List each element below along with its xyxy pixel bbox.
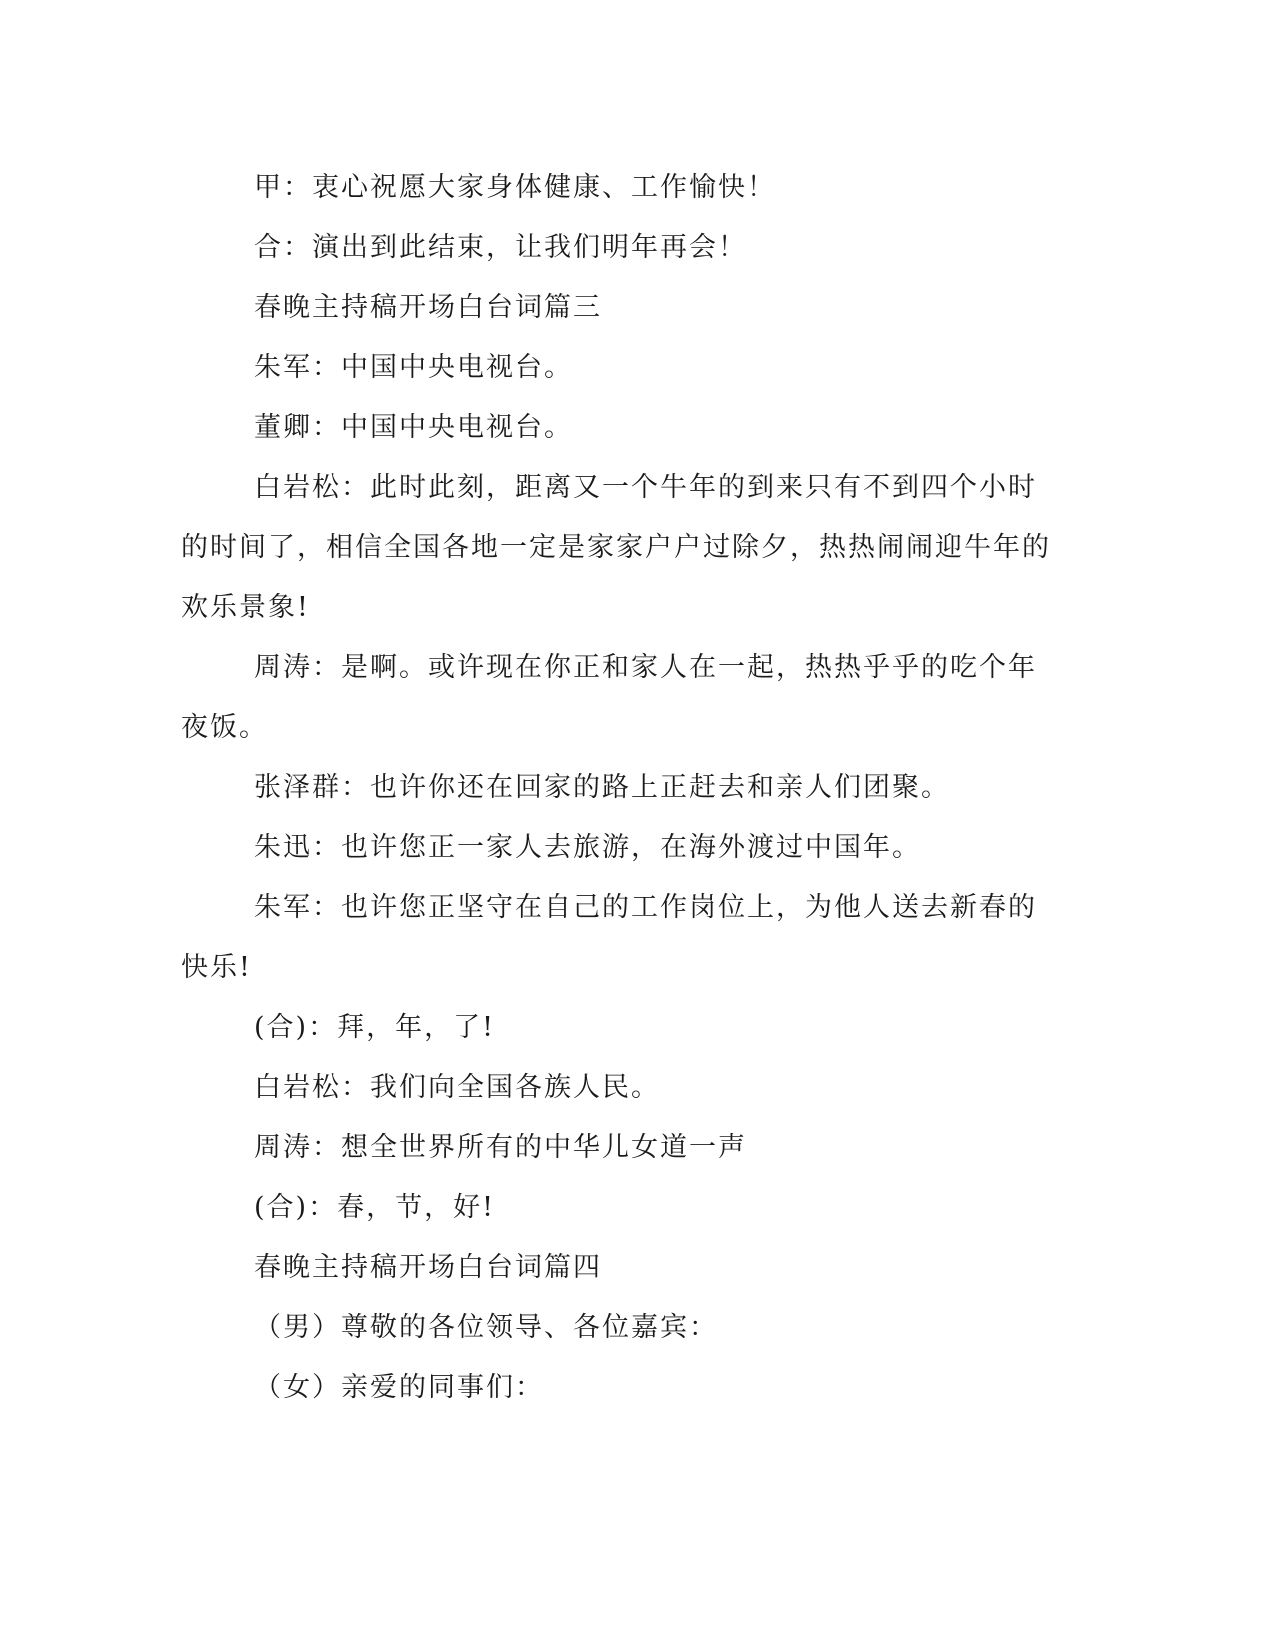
paragraph: （男）尊敬的各位领导、各位嘉宾：: [254, 1312, 718, 1343]
paragraph: 董卿：中国中央电视台。: [254, 412, 573, 443]
paragraph: 朱军：也许您正坚守在自己的工作岗位上，为他人送去新春的快乐!: [181, 892, 1037, 983]
paragraph: (合)：春，节，好!: [254, 1192, 495, 1223]
section-heading: 春晚主持稿开场白台词篇四: [254, 1252, 602, 1283]
document-body: [181, 158, 1061, 1418]
paragraph: 甲：衷心祝愿大家身体健康、工作愉快！: [254, 172, 776, 203]
paragraph: （女）亲爱的同事们：: [254, 1372, 544, 1403]
paragraph: 合：演出到此结束，让我们明年再会！: [254, 232, 747, 263]
paragraph: 白岩松：我们向全国各族人民。: [254, 1072, 660, 1103]
paragraph: 周涛：是啊。或许现在你正和家人在一起，热热乎乎的吃个年夜饭。: [181, 652, 1037, 743]
paragraph: 白岩松：此时此刻，距离又一个牛年的到来只有不到四个小时的时间了，相信全国各地一定是家家户户过除夕，热热闹闹迎牛年的欢乐景象!: [181, 472, 1051, 623]
paragraph: (合)：拜，年，了!: [254, 1012, 495, 1043]
paragraph: 朱军：中国中央电视台。: [254, 352, 573, 383]
paragraph: 张泽群：也许你还在回家的路上正赶去和亲人们团聚。: [254, 772, 950, 803]
paragraph: 朱迅：也许您正一家人去旅游，在海外渡过中国年。: [254, 832, 921, 863]
section-heading: 春晚主持稿开场白台词篇三: [254, 292, 602, 323]
paragraph: 周涛：想全世界所有的中华儿女道一声: [254, 1132, 747, 1163]
